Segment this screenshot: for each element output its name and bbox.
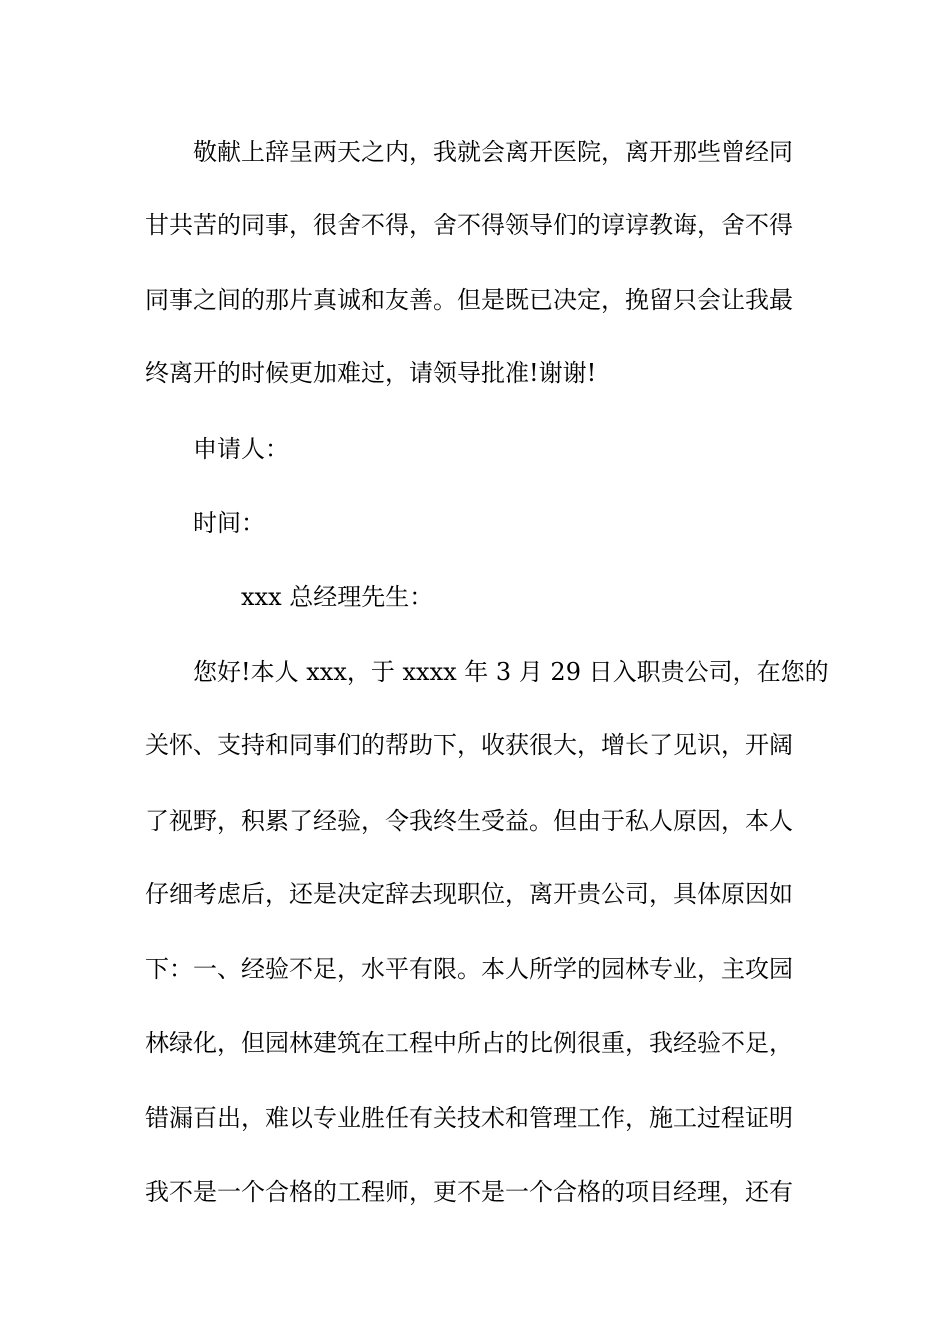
- paragraph-line: 您好!本人 xxx，于 xxxx 年 3 月 29 日入职贵公司，在您的: [193, 658, 829, 686]
- applicant-label: 申请人：: [193, 435, 289, 463]
- salutation: xxx 总经理先生：: [241, 583, 434, 611]
- paragraph-line: 我不是一个合格的工程师，更不是一个合格的项目经理，还有: [145, 1178, 793, 1206]
- paragraph-line: 终离开的时候更加难过，请领导批准!谢谢!: [145, 359, 597, 387]
- paragraph-line: 敬献上辞呈两天之内，我就会离开医院，离开那些曾经同: [193, 138, 793, 166]
- paragraph-line: 同事之间的那片真诚和友善。但是既已决定，挽留只会让我最: [145, 286, 793, 314]
- paragraph-line: 了视野，积累了经验，令我终生受益。但由于私人原因，本人: [145, 807, 793, 835]
- date-label: 时间：: [193, 509, 265, 537]
- paragraph-line: 甘共苦的同事，很舍不得，舍不得领导们的谆谆教诲，舍不得: [145, 211, 793, 239]
- paragraph-line: 错漏百出，难以专业胜任有关技术和管理工作，施工过程证明: [145, 1104, 793, 1132]
- paragraph-line: 下：一、经验不足，水平有限。本人所学的园林专业，主攻园: [145, 955, 793, 983]
- paragraph-line: 仔细考虑后，还是决定辞去现职位，离开贵公司，具体原因如: [145, 880, 793, 908]
- paragraph-line: 关怀、支持和同事们的帮助下，收获很大，增长了见识，开阔: [145, 731, 793, 759]
- paragraph-line: 林绿化，但园林建筑在工程中所占的比例很重，我经验不足，: [145, 1029, 793, 1057]
